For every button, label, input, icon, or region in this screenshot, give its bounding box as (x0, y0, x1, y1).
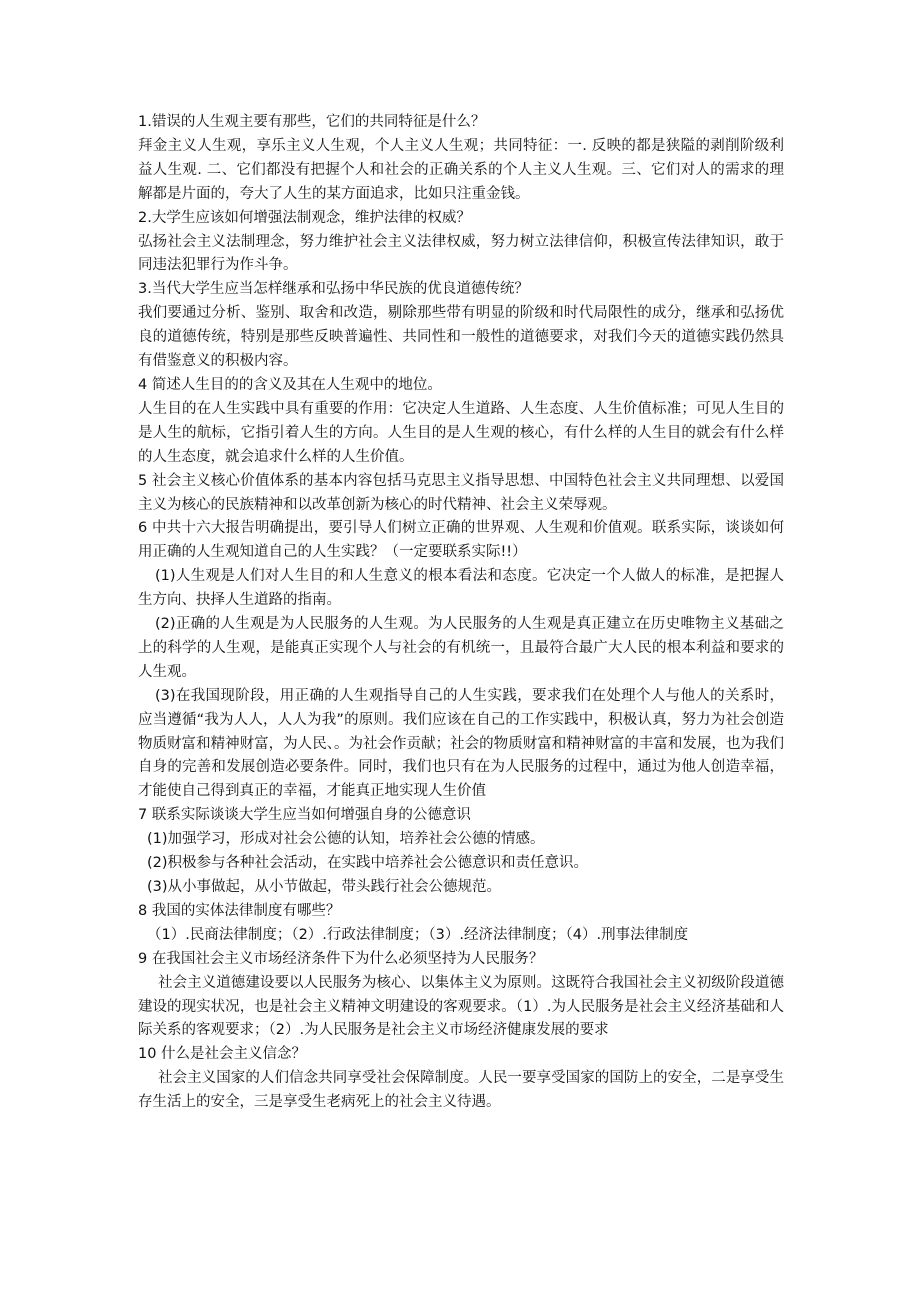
answer-10: 社会主义国家的人们信念共同享受社会保障制度。人民一要享受国家的国防上的安全，二是享受生存生活上的安全，三是享受生老病死上的社会主义待遇。 (138, 1070, 784, 1111)
question-9: 9 在我国社会主义市场经济条件下为什么必须坚持为人民服务？ (138, 950, 544, 967)
answer-8: （1）.民商法律制度；（2）.行政法律制度；（3）.经济法律制度；（4）.刑事法律制度 (147, 926, 689, 943)
question-7: 7 联系实际谈谈大学生应当如何增强自身的公德意识 (138, 807, 471, 824)
question-4: 4 简述人生目的的含义及其在人生观中的地位。 (138, 376, 442, 393)
answer-6-point-3: (3)在我国现阶段，用正确的人生观指导自己的人生实践，要求我们在处理个人与他人的关系时，应当遵循“我为人人，人人为我”的原则。我们应该在自己的工作实践中，积极认真，努力为社会创造物质财富和精神财富，为人民、。为社会作贡献；社会的物质财富和精神财富的丰富和发展，也为我们自身的完善和发展创造必要条件。同时，我们也只有在为人民服务的过程中，通过为他人创造幸福，才能使自己得到真正的幸福，才能真正地实现人生价值 (138, 687, 784, 800)
question-3: 3.当代大学生应当怎样继承和弘扬中华民族的优良道德传统？ (138, 281, 529, 298)
question-8: 8 我国的实体法律制度有哪些？ (138, 902, 341, 919)
question-5: 5 社会主义核心价值体系的基本内容包括马克思主义指导思想、中国特色社会主义共同理想、以爱国主义为核心的民族精神和以改革创新为核心的时代精神、社会主义荣辱观。 (138, 472, 784, 513)
question-6: 6 中共十六大报告明确提出，要引导人们树立正确的世界观、人生观和价值观。联系实际，谈谈如何用正确的人生观知道自己的人生实践？（一定要联系实际!!） (138, 520, 784, 561)
question-10: 10 什么是社会主义信念？ (138, 1046, 307, 1063)
answer-7-point-1: (1)加强学习，形成对社会公德的认知，培养社会公德的情感。 (147, 831, 545, 848)
answer-9: 社会主义道德建设要以人民服务为核心、以集体主义为原则。这既符合我国社会主义初级阶段道德建设的现实状况，也是社会主义精神文明建设的客观要求。（1）.为人民服务是社会主义经济基础和人际关系的客观要求；（2）.为人民服务是社会主义市场经济健康发展的要求 (138, 974, 784, 1039)
answer-2: 弘扬社会主义法制理念，努力维护社会主义法律权威，努力树立法律信仰，积极宣传法律知识，敢于同违法犯罪行为作斗争。 (138, 233, 784, 274)
answer-7-point-3: (3)从小事做起，从小节做起，带头践行社会公德规范。 (147, 879, 502, 895)
question-2: 2.大学生应该如何增强法制观念，维护法律的权威？ (138, 209, 471, 226)
question-1: 1.错误的人生观主要有那些，它们的共同特征是什么？ (138, 114, 486, 130)
answer-6-point-1: (1)人生观是人们对人生目的和人生意义的根本看法和态度。它决定一个人做人的标准，是把握人生方向、抉择人生道路的指南。 (138, 568, 784, 609)
answer-6-point-2: (2)正确的人生观是为人民服务的人生观。为人民服务的人生观是真正建立在历史唯物主义基础之上的科学的人生观，是能真正实现个人与社会的有机统一，且最符合最广大人民的根本利益和要求的人生观。 (138, 616, 784, 680)
answer-4: 人生目的在人生实践中具有重要的作用：它决定人生道路、人生态度、人生价值标准；可见人生目的是人生的航标，它指引着人生的方向。人生目的是人生观的核心，有什么样的人生目的就会有什么样的人生态度，就会追求什么样的人生价值。 (138, 400, 784, 465)
answer-7-point-2: (2)积极参与各种社会活动，在实践中培养社会公德意识和责任意识。 (147, 855, 589, 872)
document-page (138, 111, 784, 1115)
answer-3: 我们要通过分析、鉴别、取舍和改造，剔除那些带有明显的阶级和时代局限性的成分，继承和弘扬优良的道德传统，特别是那些反映普遍性、共同性和一般性的道德要求，对我们今天的道德实践仍然具有借鉴意义的积极内容。 (138, 305, 784, 370)
answer-1: 拜金主义人生观，享乐主义人生观，个人主义人生观；共同特征：一. 反映的都是狭隘的剥削阶级利益人生观. 二、它们都没有把握个人和社会的正确关系的个人主义人生观。三、它们对人的需求的理解都是片面的，夸大了人生的某方面追求，比如只注重金钱。 (138, 137, 784, 202)
